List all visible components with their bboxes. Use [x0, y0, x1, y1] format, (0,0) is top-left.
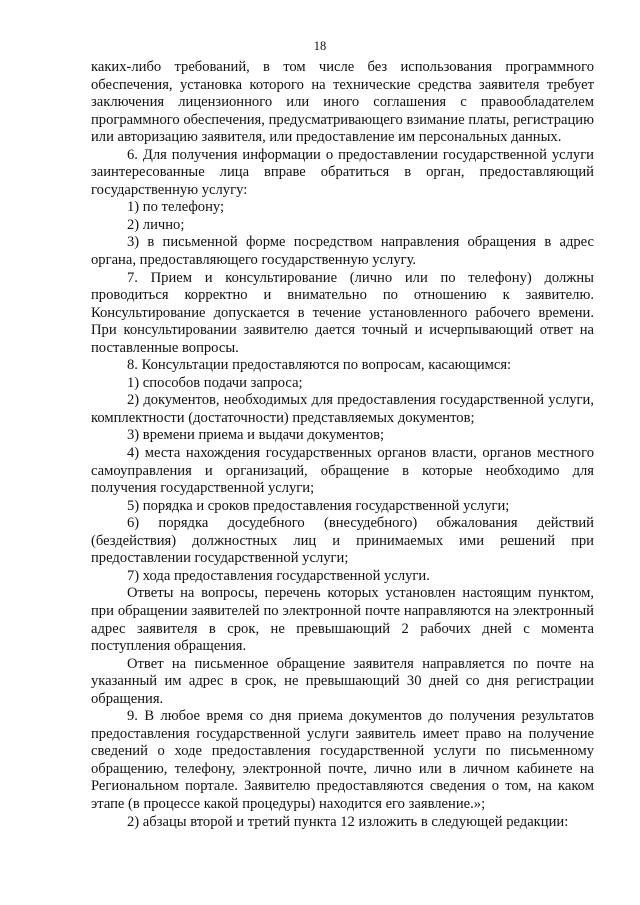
paragraph: 7) хода предоставления государственной услуги.: [127, 567, 430, 584]
paragraph: 8. Консультации предоставляются по вопросам, касающимся:: [127, 357, 512, 374]
paragraph: 3) в письменной форме посредством направления обращения в адрес органа, предоставляющего государственную услугу.: [91, 234, 594, 269]
paragraph: 2) лично;: [127, 216, 185, 233]
paragraph: каких-либо требований, в том числе без использования программного обеспечения, установка которого на технические средства заявителя требует заключения лицензионного или иного соглашения с правообладателем программного обеспечения, предусматривающего взимание платы, регистрацию или авторизацию заявителя, или предоставление им персональных данных.: [91, 59, 594, 146]
paragraph: Ответ на письменное обращение заявителя направляется по почте на указанный им адрес в срок, не превышающий 30 дней со дня регистрации обращения.: [91, 655, 594, 707]
paragraph: 5) порядка и сроков предоставления государственной услуги;: [127, 497, 510, 514]
paragraph: 9. В любое время со дня приема документов до получения результатов предоставления государственной услуги заявитель имеет право на получение сведений о ходе предоставления государственной услуги по письменному обращению, телефону, электронной почте, лично или в личном кабинете на Региональном портале. Заявителю предоставляются сведения о том, на каком этапе (в процессе какой процедуры) находится его заявление.»;: [91, 708, 594, 812]
paragraph: 1) по телефону;: [127, 199, 225, 216]
paragraph: Ответы на вопросы, перечень которых установлен настоящим пунктом, при обращении заявителей по электронной почте направляются на электронный адрес заявителя в срок, не превышающий 2 рабочих дней с момента поступления обращения.: [91, 585, 594, 655]
paragraph: 3) времени приема и выдачи документов;: [127, 427, 385, 444]
paragraph: 2) документов, необходимых для предоставления государственной услуги, комплектности (достаточности) представляемых документов;: [91, 392, 594, 426]
document-body: [91, 59, 594, 831]
paragraph: 1) способов подачи запроса;: [127, 374, 303, 391]
paragraph: 6) порядка досудебного (внесудебного) обжалования действий (бездействия) должностных лиц и принимаемых ими решений при предоставлении государственной услуги;: [91, 515, 594, 567]
paragraph: 4) места нахождения государственных органов власти, органов местного самоуправления и организаций, обращение в которые необходимо для получения государственной услуги;: [91, 445, 594, 497]
paragraph: 2) абзацы второй и третий пункта 12 изложить в следующей редакции:: [127, 813, 569, 830]
page-number: 18: [313, 39, 327, 53]
paragraph: 7. Прием и консультирование (лично или по телефону) должны проводиться корректно и внимательно по отношению к заявителю. Консультирование допускается в течение установленного рабочего времени. При консультировании заявителю дается точный и исчерпывающий ответ на поставленные вопросы.: [91, 269, 594, 356]
paragraph: 6. Для получения информации о предоставлении государственной услуги заинтересованные лица вправе обратиться в орган, предоставляющий государственную услугу:: [91, 146, 594, 198]
